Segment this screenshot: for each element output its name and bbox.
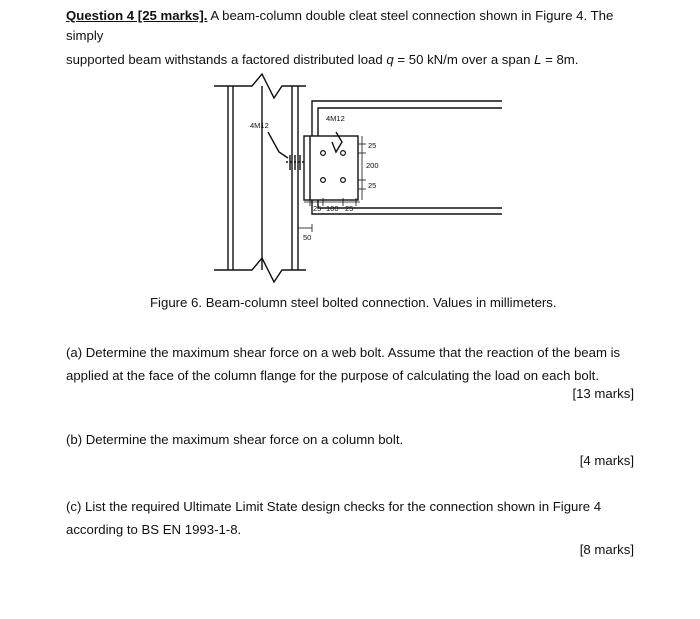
part-c-line-2: according to BS EN 1993-1-8. [66,522,242,537]
figure-caption: Figure 6. Beam-column steel bolted connection. Values in millimeters. [150,295,557,310]
label-dim-gap: 50 [303,233,312,242]
web-bolt-hole-4 [341,178,346,183]
label-bolts-web: 4M12 [326,114,345,123]
part-c [66,497,634,540]
part-b-marks: [4 marks] [579,453,634,468]
label-dim-edge-top: 25 [368,141,377,150]
label-dim-h-left: 25 [313,204,322,213]
label-dim-edge-bottom: 25 [368,181,377,190]
intro-line-1: Question 4 [25 marks]. A beam-column double cleat steel connection shown in Figure 4. The simply [66,8,614,43]
beam-top-flange-inner [318,108,502,136]
intro-line-2: supported beam withstands a factored distributed load q = 50 kN/m over a span L = 8m. [66,52,579,67]
web-bolt-hole-1 [321,151,326,156]
label-dim-pitch: 200 [366,161,379,170]
label-dim-h-right: 25 [345,204,354,213]
cleat-angle [304,136,358,200]
label-dim-h-mid: 100 [326,204,339,213]
label-bolts-column: 4M12 [250,121,269,130]
web-bolt-hole-3 [321,178,326,183]
bolts-web-leader [332,132,342,152]
part-a [66,343,634,386]
part-b: (b) Determine the maximum shear force on a column bolt. [66,432,404,447]
part-a-line-2: applied at the face of the column flange for the purpose of calculating the load on each bolt. [66,368,599,383]
part-c-marks: [8 marks] [579,542,634,557]
web-bolt-hole-2 [341,151,346,156]
part-a-marks: [13 marks] [572,386,634,401]
question-heading: Question 4 [25 marks]. [66,8,208,23]
bolts-column-leader [268,132,288,158]
part-a-line-1: (a) Determine the maximum shear force on a web bolt. Assume that the reaction of the beam is [66,345,621,360]
part-c-line-1: (c) List the required Ultimate Limit State design checks for the connection shown in Figure 4 [66,499,602,514]
